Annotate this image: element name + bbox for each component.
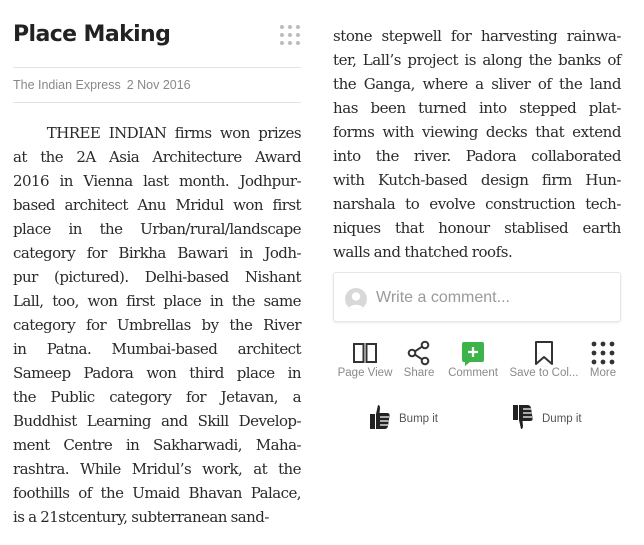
bump-button[interactable] [369,404,449,430]
article-line: niques that honour stablised earth [333,219,621,237]
action-bar [333,340,621,384]
article-line: narshala to evolve construction tech- [333,195,621,213]
article-right-column [333,24,621,264]
user-avatar-icon [345,288,367,310]
more-button[interactable] [573,340,633,384]
thumbs-up-icon [369,404,391,430]
article-line: walls and thatched roofs. [333,243,513,261]
article-line: Lall, too, won first place in the same [13,292,301,310]
article-line: stone stepwell for harvesting rainwa- [333,27,621,45]
dump-label: Dump it [542,413,582,425]
article-title: Place Making [13,22,171,47]
comment-input[interactable] [376,287,606,309]
article-line: the Public category for Jetavan, a [13,388,301,406]
article-line: foothills of the Umaid Bhavan Palace, [13,484,301,502]
article-line: pur (pictured). Delhi-based Nishant [13,268,301,286]
article-line: place in the Urban/rural/landscape [13,220,301,238]
dump-button[interactable] [512,404,592,430]
article-line: Buddhist Learning and Skill Develop- [13,412,301,430]
divider [13,102,301,103]
article-line: rashtra. While Mridul’s work, at the [13,460,301,478]
action-label: Page View [337,367,393,379]
book-open-icon [352,340,378,366]
share-icon [406,340,432,366]
action-label: Save to Col... [509,367,579,379]
bookmark-icon [531,340,557,366]
article-line: category for Birkha Bawari in Jodh- [13,244,301,262]
article-line: based architect Anu Mridul won first [13,196,301,214]
grid-dots-icon [590,340,616,366]
drag-handle-icon[interactable] [280,25,302,47]
article-line: ment Centre in Sakharwadi, Maha- [13,436,301,454]
article-line: ter, Lall’s project is along the banks of [333,51,621,69]
article-line: at the 2A Asia Architecture Award [13,148,301,166]
article-line: is a 21stcentury, subterranean sand- [13,508,269,526]
article-body-left [13,121,301,529]
article-line: with Kutch-based design firm Hun- [333,171,621,189]
comment-plus-icon [460,340,486,366]
article-line: has been turned into stepped plat- [333,99,621,117]
article-line: forms with viewing decks that extend [333,123,621,141]
comment-box[interactable] [333,272,621,322]
article-line: Sameep Padora won third place in [13,364,301,382]
divider [13,67,301,68]
article-line: in Patna. Mumbai-based architect [13,340,301,358]
article-line: 2016 in Vienna last month. Jodhpur- [13,172,301,190]
article-source: The Indian Express [13,78,121,92]
bump-label: Bump it [399,413,438,425]
article-line: category for Umbrellas by the River [13,316,301,334]
article-date: 2 Nov 2016 [126,78,191,92]
article-meta [13,78,191,92]
thumbs-down-icon [512,404,534,430]
article-line: THREE INDIAN firms won prizes [13,124,301,142]
article-line: the Ganga, where a sliver of the land [333,75,621,93]
article-line: into the river. Padora collaborated [333,147,621,165]
article-body-right [333,24,621,264]
action-label: Share [403,367,435,379]
comment-button[interactable] [443,340,503,384]
action-label: Comment [448,367,498,379]
action-label: More [589,367,617,379]
